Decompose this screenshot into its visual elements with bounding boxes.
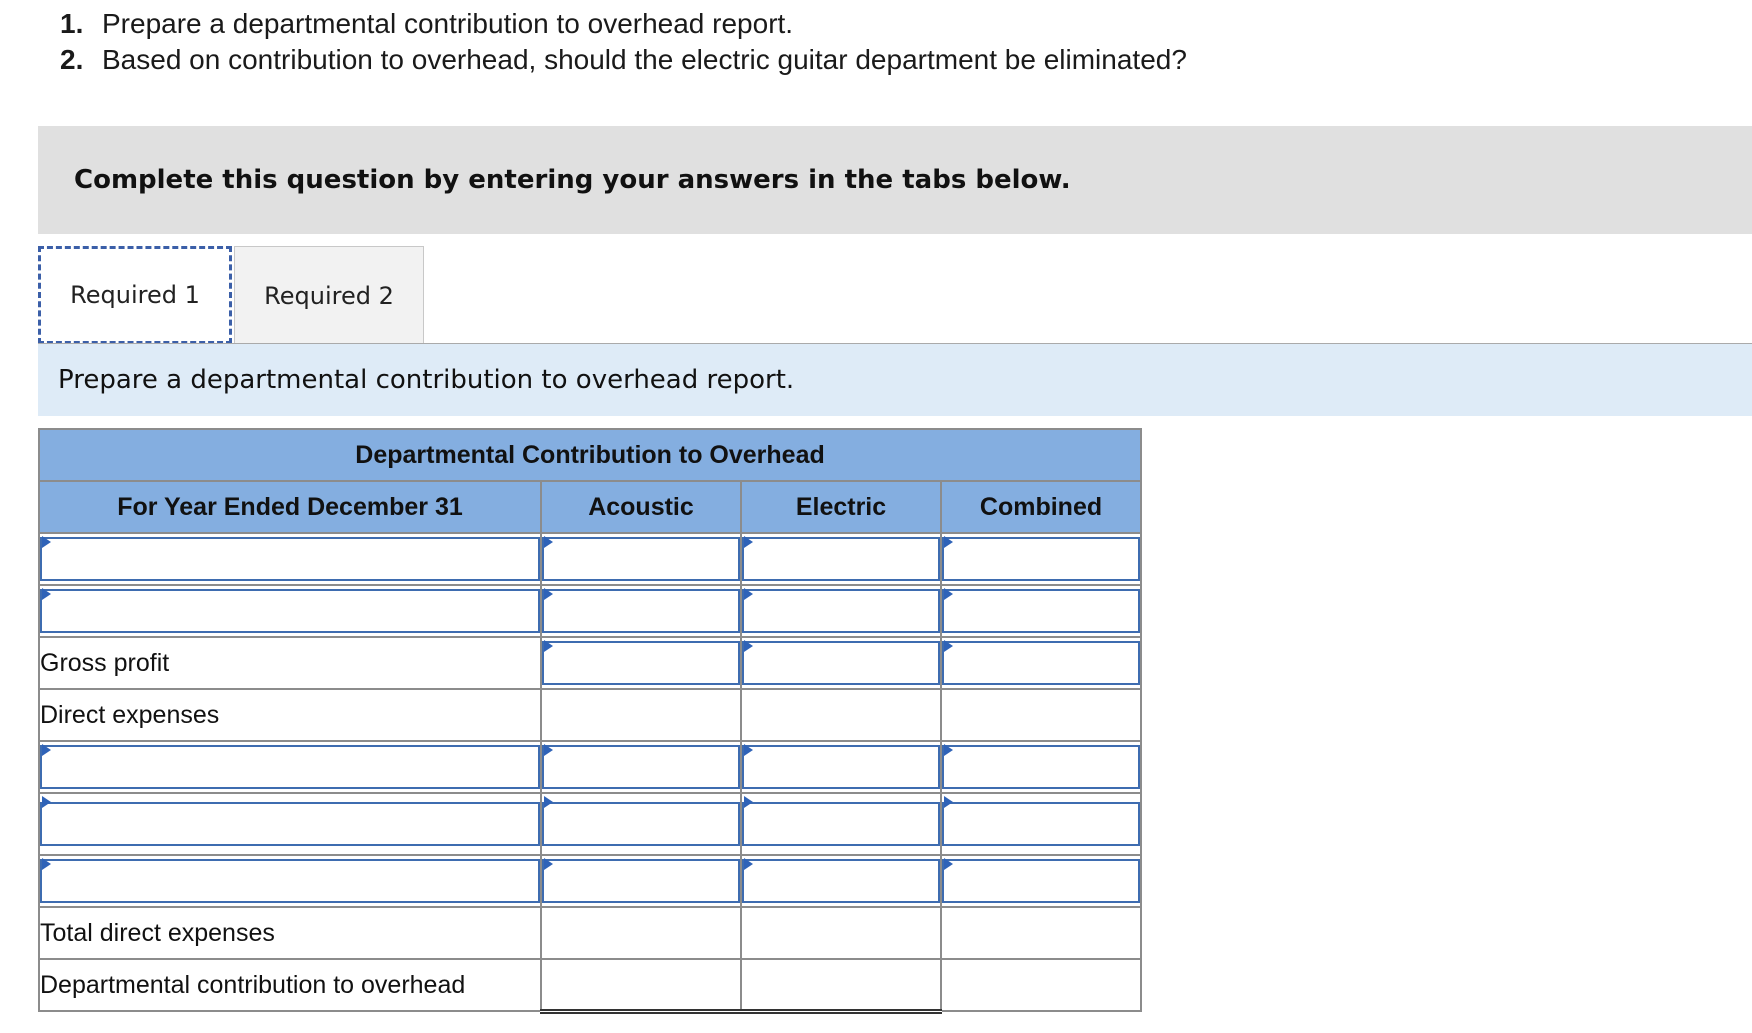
- empty-cell: [741, 689, 941, 741]
- empty-cell: [541, 689, 741, 741]
- tab-label: Required 2: [264, 281, 394, 310]
- combined-input[interactable]: [942, 859, 1140, 903]
- dropdown-marker-icon: [42, 858, 51, 870]
- dropdown-marker-icon: [944, 588, 953, 600]
- table-row: [39, 741, 1141, 793]
- empty-cell: [941, 959, 1141, 1011]
- label-cell: [39, 585, 541, 637]
- contribution-report-table: [38, 428, 1142, 1014]
- empty-cell: [741, 959, 941, 1011]
- label-input[interactable]: [40, 537, 540, 581]
- table-row: [39, 855, 1141, 907]
- acoustic-cell: [541, 793, 741, 855]
- table-row: [39, 959, 1141, 1011]
- dropdown-marker-icon: [944, 858, 953, 870]
- dropdown-marker-icon: [544, 744, 553, 756]
- electric-cell: [741, 533, 941, 585]
- dropdown-marker-icon: [544, 858, 553, 870]
- combined-input[interactable]: [942, 589, 1140, 633]
- electric-input[interactable]: [742, 641, 940, 685]
- acoustic-cell: [541, 637, 741, 689]
- dropdown-marker-icon: [744, 536, 753, 548]
- combined-input[interactable]: [942, 537, 1140, 581]
- dropdown-marker-icon: [42, 744, 51, 756]
- tab-label: Required 1: [70, 281, 200, 309]
- question-item: [60, 42, 1187, 78]
- table-row: [39, 533, 1141, 585]
- combined-cell: [941, 793, 1141, 855]
- instructions-banner: [38, 126, 1752, 234]
- acoustic-input[interactable]: [542, 589, 740, 633]
- label-cell: [39, 533, 541, 585]
- dropdown-marker-icon: [744, 858, 753, 870]
- dropdown-marker-icon: [42, 536, 51, 548]
- dropdown-marker-icon: [544, 536, 553, 548]
- table-row: [39, 793, 1141, 855]
- column-header-acoustic: Acoustic: [541, 481, 741, 533]
- combined-input[interactable]: [942, 745, 1140, 789]
- tab-required-2[interactable]: [234, 246, 424, 344]
- report-title: Departmental Contribution to Overhead: [39, 429, 1141, 481]
- column-header-combined: Combined: [941, 481, 1141, 533]
- label-input[interactable]: [40, 859, 540, 903]
- dropdown-marker-icon: [744, 796, 753, 808]
- dropdown-marker-icon: [544, 640, 553, 652]
- empty-cell: [941, 907, 1141, 959]
- question-item: [60, 6, 1187, 42]
- acoustic-cell: [541, 585, 741, 637]
- question-list: [60, 6, 1187, 78]
- dropdown-marker-icon: [944, 744, 953, 756]
- tab-bar: [38, 246, 424, 344]
- empty-cell: [741, 907, 941, 959]
- combined-cell: [941, 855, 1141, 907]
- electric-cell: [741, 637, 941, 689]
- table-row: [39, 907, 1141, 959]
- electric-cell: [741, 585, 941, 637]
- acoustic-input[interactable]: [542, 537, 740, 581]
- acoustic-input[interactable]: [542, 745, 740, 789]
- acoustic-cell: [541, 533, 741, 585]
- acoustic-input[interactable]: [542, 802, 740, 846]
- combined-cell: [941, 533, 1141, 585]
- label-input[interactable]: [40, 589, 540, 633]
- label-cell: [39, 741, 541, 793]
- dropdown-marker-icon: [42, 796, 51, 808]
- question-number: 1.: [60, 8, 84, 39]
- empty-cell: [941, 689, 1141, 741]
- tab-instruction: [38, 344, 1752, 416]
- empty-cell: [541, 907, 741, 959]
- question-text: Prepare a departmental contribution to overhead report.: [102, 8, 794, 39]
- electric-cell: [741, 741, 941, 793]
- question-number: 2.: [60, 44, 84, 75]
- combined-cell: [941, 741, 1141, 793]
- row-label-total-direct-expenses: Total direct expenses: [39, 907, 541, 959]
- row-label-direct-expenses: Direct expenses: [39, 689, 541, 741]
- dropdown-marker-icon: [944, 640, 953, 652]
- acoustic-input[interactable]: [542, 859, 740, 903]
- dropdown-marker-icon: [544, 588, 553, 600]
- combined-input[interactable]: [942, 802, 1140, 846]
- dropdown-marker-icon: [744, 744, 753, 756]
- combined-cell: [941, 585, 1141, 637]
- dropdown-marker-icon: [744, 588, 753, 600]
- electric-input[interactable]: [742, 589, 940, 633]
- electric-input[interactable]: [742, 859, 940, 903]
- dropdown-marker-icon: [42, 588, 51, 600]
- label-cell: [39, 855, 541, 907]
- column-header-electric: Electric: [741, 481, 941, 533]
- question-text: Based on contribution to overhead, should the electric guitar department be eliminated?: [102, 44, 1187, 75]
- period-header: For Year Ended December 31: [39, 481, 541, 533]
- label-input[interactable]: [40, 802, 540, 846]
- acoustic-cell: [541, 855, 741, 907]
- electric-input[interactable]: [742, 537, 940, 581]
- instruction-text: Prepare a departmental contribution to overhead report.: [58, 365, 795, 395]
- dropdown-marker-icon: [944, 536, 953, 548]
- empty-cell: [541, 959, 741, 1011]
- banner-text: Complete this question by entering your answers in the tabs below.: [74, 165, 1071, 195]
- electric-input[interactable]: [742, 802, 940, 846]
- table-row: [39, 637, 1141, 689]
- acoustic-input[interactable]: [542, 641, 740, 685]
- acoustic-cell: [541, 741, 741, 793]
- label-input[interactable]: [40, 745, 540, 789]
- row-label-gross-profit: Gross profit: [39, 637, 541, 689]
- electric-cell: [741, 855, 941, 907]
- table-row: [39, 689, 1141, 741]
- tab-required-1[interactable]: [38, 246, 232, 344]
- combined-cell: [941, 637, 1141, 689]
- dropdown-marker-icon: [944, 796, 953, 808]
- label-cell: [39, 793, 541, 855]
- dropdown-marker-icon: [544, 796, 553, 808]
- table-row: [39, 585, 1141, 637]
- electric-input[interactable]: [742, 745, 940, 789]
- row-label-departmental-contribution: Departmental contribution to overhead: [39, 959, 541, 1011]
- electric-cell: [741, 793, 941, 855]
- dropdown-marker-icon: [744, 640, 753, 652]
- combined-input[interactable]: [942, 641, 1140, 685]
